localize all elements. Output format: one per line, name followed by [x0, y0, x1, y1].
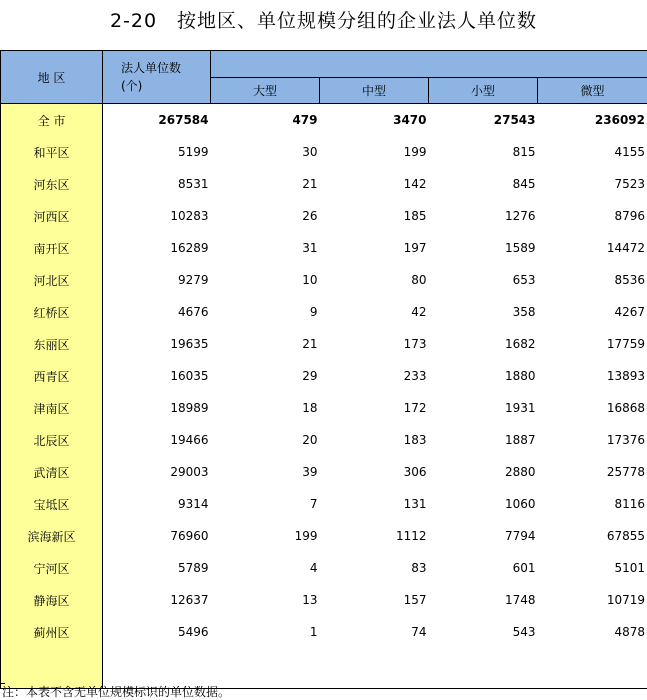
header-large: 大型: [211, 78, 320, 104]
total-cell: 9279: [103, 264, 211, 296]
page-title: 2-20 按地区、单位规模分组的企业法人单位数: [0, 6, 647, 33]
header-medium: 中型: [320, 78, 429, 104]
header-total: [103, 51, 211, 104]
header-small: 小型: [429, 78, 538, 104]
table-row: [1, 616, 647, 648]
total-cell: 5199: [103, 136, 211, 168]
small-cell: 601: [429, 552, 538, 584]
medium-cell: 185: [320, 200, 429, 232]
table-row: [1, 424, 647, 456]
medium-cell: 173: [320, 328, 429, 360]
large-cell: 39: [211, 456, 320, 488]
large-cell: 20: [211, 424, 320, 456]
micro-cell: 17376: [538, 424, 647, 456]
table-row: [1, 296, 647, 328]
header-area: 地 区: [1, 51, 103, 104]
total-cell: 267584: [103, 104, 211, 137]
medium-cell: 233: [320, 360, 429, 392]
total-cell: 9314: [103, 488, 211, 520]
table-row: [1, 456, 647, 488]
area-cell: 北辰区: [1, 424, 103, 456]
area-cell: 津南区: [1, 392, 103, 424]
total-cell: 18989: [103, 392, 211, 424]
large-cell: 199: [211, 520, 320, 552]
large-cell: 18: [211, 392, 320, 424]
area-cell: 南开区: [1, 232, 103, 264]
table-row: [1, 488, 647, 520]
table-row: [1, 200, 647, 232]
table-row-total: [1, 104, 647, 137]
micro-cell: 13893: [538, 360, 647, 392]
medium-cell: 131: [320, 488, 429, 520]
micro-cell: 25778: [538, 456, 647, 488]
micro-cell: 4155: [538, 136, 647, 168]
micro-cell: 5101: [538, 552, 647, 584]
table-row: [1, 136, 647, 168]
large-cell: 9: [211, 296, 320, 328]
small-cell: 1589: [429, 232, 538, 264]
large-cell: 479: [211, 104, 320, 137]
table-row: [1, 520, 647, 552]
medium-cell: 1112: [320, 520, 429, 552]
micro-cell: 4878: [538, 616, 647, 648]
small-cell: 1887: [429, 424, 538, 456]
small-cell: 845: [429, 168, 538, 200]
small-cell: 1276: [429, 200, 538, 232]
total-cell: 5789: [103, 552, 211, 584]
large-cell: 10: [211, 264, 320, 296]
table-row: [1, 584, 647, 616]
footnote: 注：本表不含无单位规模标识的单位数据。: [2, 683, 230, 700]
area-cell: 宁河区: [1, 552, 103, 584]
small-cell: 1060: [429, 488, 538, 520]
table-row: [1, 552, 647, 584]
table-row: [1, 392, 647, 424]
small-cell: 815: [429, 136, 538, 168]
medium-cell: 42: [320, 296, 429, 328]
total-cell: 4676: [103, 296, 211, 328]
table-row: [1, 232, 647, 264]
large-cell: 13: [211, 584, 320, 616]
micro-cell: 236092: [538, 104, 647, 137]
small-cell: 1682: [429, 328, 538, 360]
total-cell: 16289: [103, 232, 211, 264]
total-cell: 10283: [103, 200, 211, 232]
total-cell: 12637: [103, 584, 211, 616]
large-cell: 31: [211, 232, 320, 264]
large-cell: 4: [211, 552, 320, 584]
area-cell: 红桥区: [1, 296, 103, 328]
micro-cell: 8116: [538, 488, 647, 520]
large-cell: 21: [211, 168, 320, 200]
medium-cell: 197: [320, 232, 429, 264]
filler-cell: [538, 648, 647, 689]
large-cell: 21: [211, 328, 320, 360]
area-cell: 河东区: [1, 168, 103, 200]
large-cell: 29: [211, 360, 320, 392]
micro-cell: 7523: [538, 168, 647, 200]
medium-cell: 142: [320, 168, 429, 200]
filler-cell: [429, 648, 538, 689]
header-size-group: [211, 51, 647, 78]
medium-cell: 306: [320, 456, 429, 488]
small-cell: 543: [429, 616, 538, 648]
header-total-line2: (个): [121, 77, 210, 95]
micro-cell: 4267: [538, 296, 647, 328]
table-body: [1, 104, 647, 689]
medium-cell: 83: [320, 552, 429, 584]
total-cell: 19635: [103, 328, 211, 360]
medium-cell: 80: [320, 264, 429, 296]
micro-cell: 8796: [538, 200, 647, 232]
total-cell: 19466: [103, 424, 211, 456]
micro-cell: 8536: [538, 264, 647, 296]
area-cell: 和平区: [1, 136, 103, 168]
table-row: [1, 264, 647, 296]
small-cell: 1931: [429, 392, 538, 424]
area-cell: 西青区: [1, 360, 103, 392]
micro-cell: 14472: [538, 232, 647, 264]
area-cell: 宝坻区: [1, 488, 103, 520]
small-cell: 2880: [429, 456, 538, 488]
large-cell: 30: [211, 136, 320, 168]
table-row: [1, 168, 647, 200]
large-cell: 1: [211, 616, 320, 648]
total-cell: 5496: [103, 616, 211, 648]
area-cell: 东丽区: [1, 328, 103, 360]
enterprise-table: [0, 50, 647, 689]
small-cell: 1748: [429, 584, 538, 616]
table-row: [1, 360, 647, 392]
total-cell: 29003: [103, 456, 211, 488]
medium-cell: 157: [320, 584, 429, 616]
area-cell: 河西区: [1, 200, 103, 232]
micro-cell: 10719: [538, 584, 647, 616]
small-cell: 7794: [429, 520, 538, 552]
small-cell: 1880: [429, 360, 538, 392]
small-cell: 653: [429, 264, 538, 296]
large-cell: 26: [211, 200, 320, 232]
total-cell: 8531: [103, 168, 211, 200]
micro-cell: 17759: [538, 328, 647, 360]
total-cell: 16035: [103, 360, 211, 392]
table-row: [1, 328, 647, 360]
area-cell: 滨海新区: [1, 520, 103, 552]
medium-cell: 183: [320, 424, 429, 456]
medium-cell: 3470: [320, 104, 429, 137]
micro-cell: 67855: [538, 520, 647, 552]
filler-cell: [320, 648, 429, 689]
small-cell: 27543: [429, 104, 538, 137]
large-cell: 7: [211, 488, 320, 520]
micro-cell: 16868: [538, 392, 647, 424]
medium-cell: 172: [320, 392, 429, 424]
header-micro: 微型: [538, 78, 647, 104]
medium-cell: 74: [320, 616, 429, 648]
area-cell: 蓟州区: [1, 616, 103, 648]
area-cell: 静海区: [1, 584, 103, 616]
total-cell: 76960: [103, 520, 211, 552]
medium-cell: 199: [320, 136, 429, 168]
area-cell: 武清区: [1, 456, 103, 488]
small-cell: 358: [429, 296, 538, 328]
area-cell: 河北区: [1, 264, 103, 296]
area-cell: 全 市: [1, 104, 103, 137]
header-total-line1: 法人单位数: [121, 59, 210, 77]
